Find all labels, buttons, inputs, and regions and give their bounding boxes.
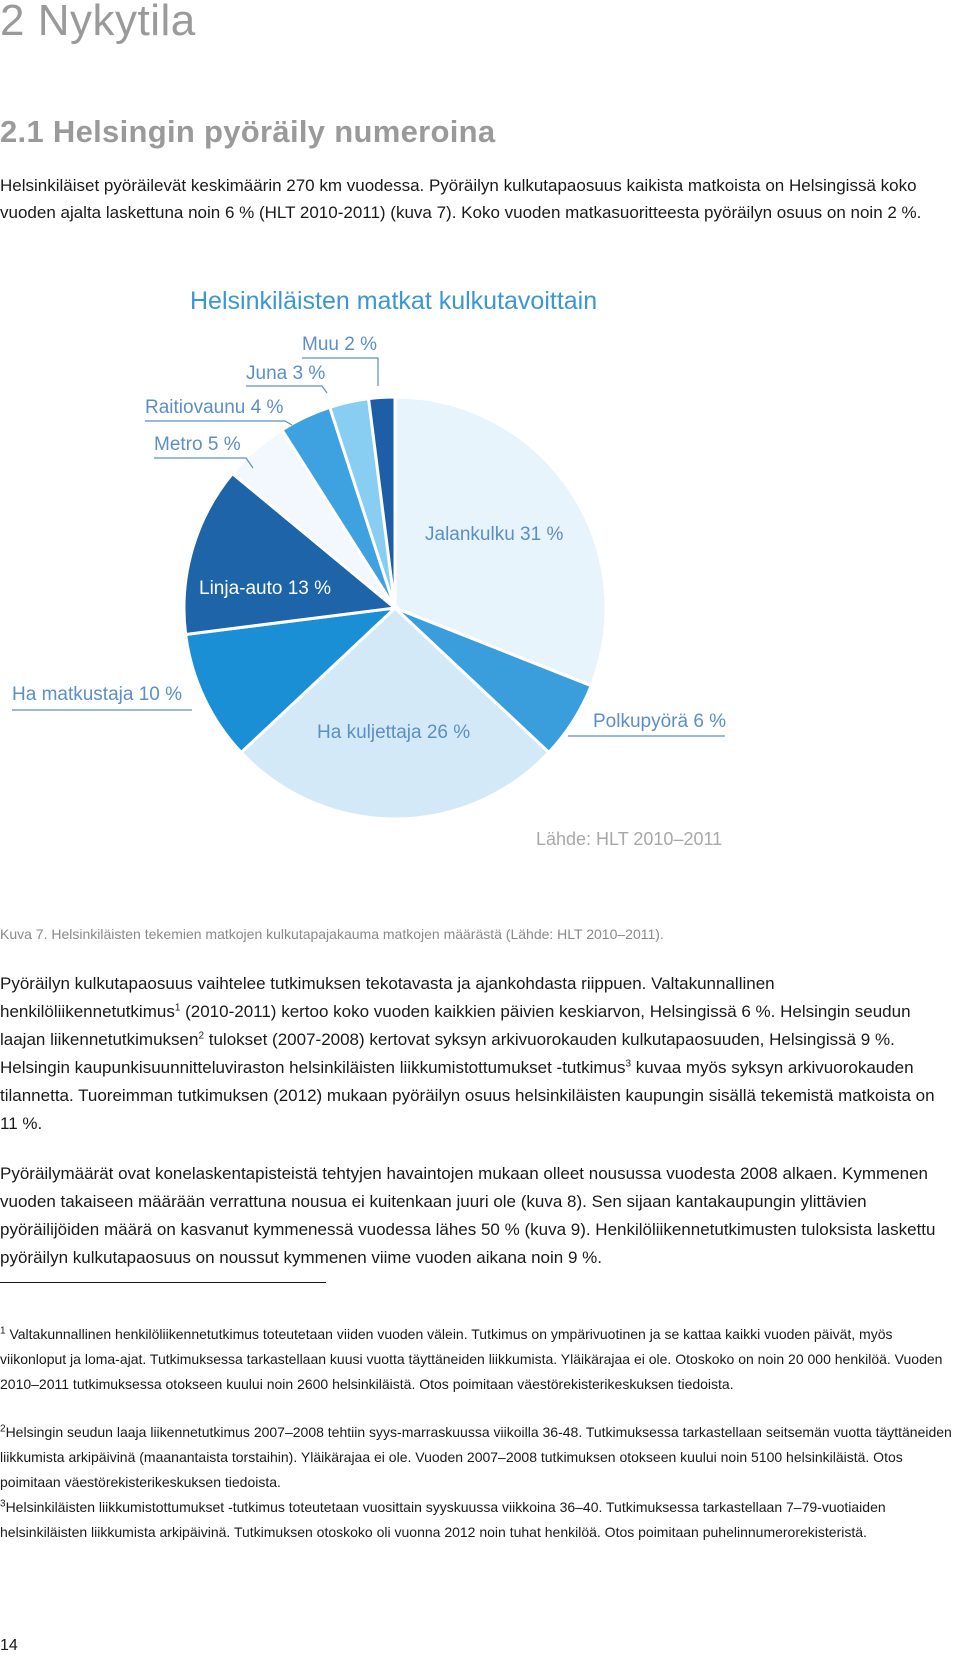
footnote-number: 3 <box>0 1498 6 1510</box>
para1-part-c: tulokset (2007-2008) kertovat syksyn arkivuorokauden kulkutapaosuuden, Helsingissä 9 %. Helsingin kaupunkisuunnitteluviraston helsinkiläisten liikkumistottumukset -tutkimus <box>0 1030 895 1077</box>
chapter-heading: 2 Nykytila <box>0 0 196 45</box>
footnote-text: Helsingin seudun laaja liikennetutkimus 2007–2008 tehtiin syys-marraskuussa viikoilla 36-48. Tutkimuksessa tarkastellaan seitsemän vuotta täyttäneiden liikkumista arkipäivinä (maanantaista torstaihin). Yläikärajaa ei ole. Vuoden 2007–2008 tutkimuksen otokseen kuului noin 5100 helsinkiläistä. Otos poimitaan väestörekisterikeskuksen tiedoista. <box>0 1424 952 1490</box>
footnote-number: 2 <box>0 1423 6 1435</box>
page-number: 14 <box>0 1637 18 1654</box>
pie-slice-label: Metro 5 % <box>154 434 241 455</box>
pie-slice-label: Polkupyörä 6 % <box>593 711 727 732</box>
footnote-number: 1 <box>0 1325 6 1337</box>
leader-line <box>145 421 292 425</box>
para1-part-b: (2010-2011) kertoo koko vuoden kaikkien päivien keskiarvon, Helsingissä 6 %. Helsingin seudun laajan liikennetutkimuksen <box>0 1002 911 1049</box>
chart-title: Helsinkiläisten matkat kulkutavoittain <box>190 287 598 315</box>
para1-part-d: kuvaa myös syksyn arkivuorokauden tilannetta. Tuoreimman tutkimuksen (2012) mukaan pyöräilyn osuus helsinkiläisten kaupungin sisällä tekemistä matkoista on 11 %. <box>0 1058 935 1133</box>
para1-part-a: Pyöräilyn kulkutapaosuus vaihtelee tutkimuksen tekotavasta ja ajankohdasta riippuen. Valtakunnallinen henkilöliikennetutkimus <box>0 974 775 1021</box>
section-heading: 2.1 Helsingin pyöräily numeroina <box>0 114 496 149</box>
footnote-3 <box>0 1495 955 1545</box>
chart-source: Lähde: HLT 2010–2011 <box>536 829 723 849</box>
footnote-ref-3: 3 <box>625 1058 632 1070</box>
body-paragraph-2: Pyöräilymäärät ovat konelaskentapisteistä tehtyjen havaintojen mukaan olleet nousussa vuodesta 2008 alkaen. Kymmenen vuoden takaiseen määrään verrattuna nousua ei kuitenkaan juuri ole (kuva 8). Sen sijaan kantakaupungin ylittävien pyöräilijöiden määrä on kasvanut kymmenessä vuodessa lähes 50 % (kuva 9). Henkilöliikennetutkimusten tuloksista laskettu pyöräilyn kulkutapaosuus on noussut kymmenen viime vuoden aikana noin 9 %. <box>0 1164 936 1267</box>
footnote-text: Helsinkiläisten liikkumistottumukset -tutkimus toteutetaan vuosittain syyskuussa viikkoina 36–40. Tutkimuksessa tarkastellaan 7–79-vuotiaiden helsinkiläisten liikkumista arkipäivinä. Tutkimuksen otoskoko oli vuonna 2012 noin tuhat henkilöä. Otos poimitaan puhelinnumerorekisteristä. <box>0 1499 886 1540</box>
pie-slice-label: Ha matkustaja 10 % <box>12 684 183 705</box>
figure-caption: Kuva 7. Helsinkiläisten tekemien matkojen kulkutapajakauma matkojen määrästä (Lähde: HLT 2010–2011). <box>0 926 664 942</box>
footnote-2 <box>0 1420 955 1495</box>
footnote-text: Valtakunnallinen henkilöliikennetutkimus toteutetaan viiden vuoden välein. Tutkimus on ympärivuotinen ja se kattaa kaikki vuoden päivät, myös viikonloput ja loma-ajat. Tutkimuksessa tarkastellaan kuusi vuotta täyttäneiden liikkumista. Yläikärajaa ei ole. Otoskoko on noin 20 000 henkilöä. Vuoden 2010–2011 tutkimuksessa otokseen kuului noin 2600 helsinkiläistä. Otos poimitaan väestörekisterikeskuksen tiedoista. <box>0 1326 943 1392</box>
leader-line <box>246 386 327 393</box>
pie-slice-label: Raitiovaunu 4 % <box>145 397 284 418</box>
pie-chart <box>0 285 760 875</box>
footnote-1 <box>0 1322 955 1397</box>
pie-slice-label: Ha kuljettaja 26 % <box>317 722 471 743</box>
pie-slice-label: Juna 3 % <box>246 363 326 384</box>
footnote-divider <box>0 1282 326 1283</box>
footnote-ref-1: 1 <box>174 1002 181 1014</box>
pie-slice-label: Jalankulku 31 % <box>425 524 564 545</box>
pie-slice-label: Linja-auto 13 % <box>199 578 332 599</box>
intro-paragraph: Helsinkiläiset pyöräilevät keskimäärin 270 km vuodessa. Pyöräilyn kulkutapaosuus kaikista matkoista on Helsingissä koko vuoden ajalta laskettuna noin 6 % (HLT 2010-2011) (kuva 7). Koko vuoden matkasuoritteesta pyöräilyn osuus on noin 2 %. <box>0 176 922 222</box>
footnote-ref-2: 2 <box>198 1030 205 1042</box>
body-paragraph-1 <box>0 970 955 1138</box>
pie-slice-label: Muu 2 % <box>302 334 377 355</box>
